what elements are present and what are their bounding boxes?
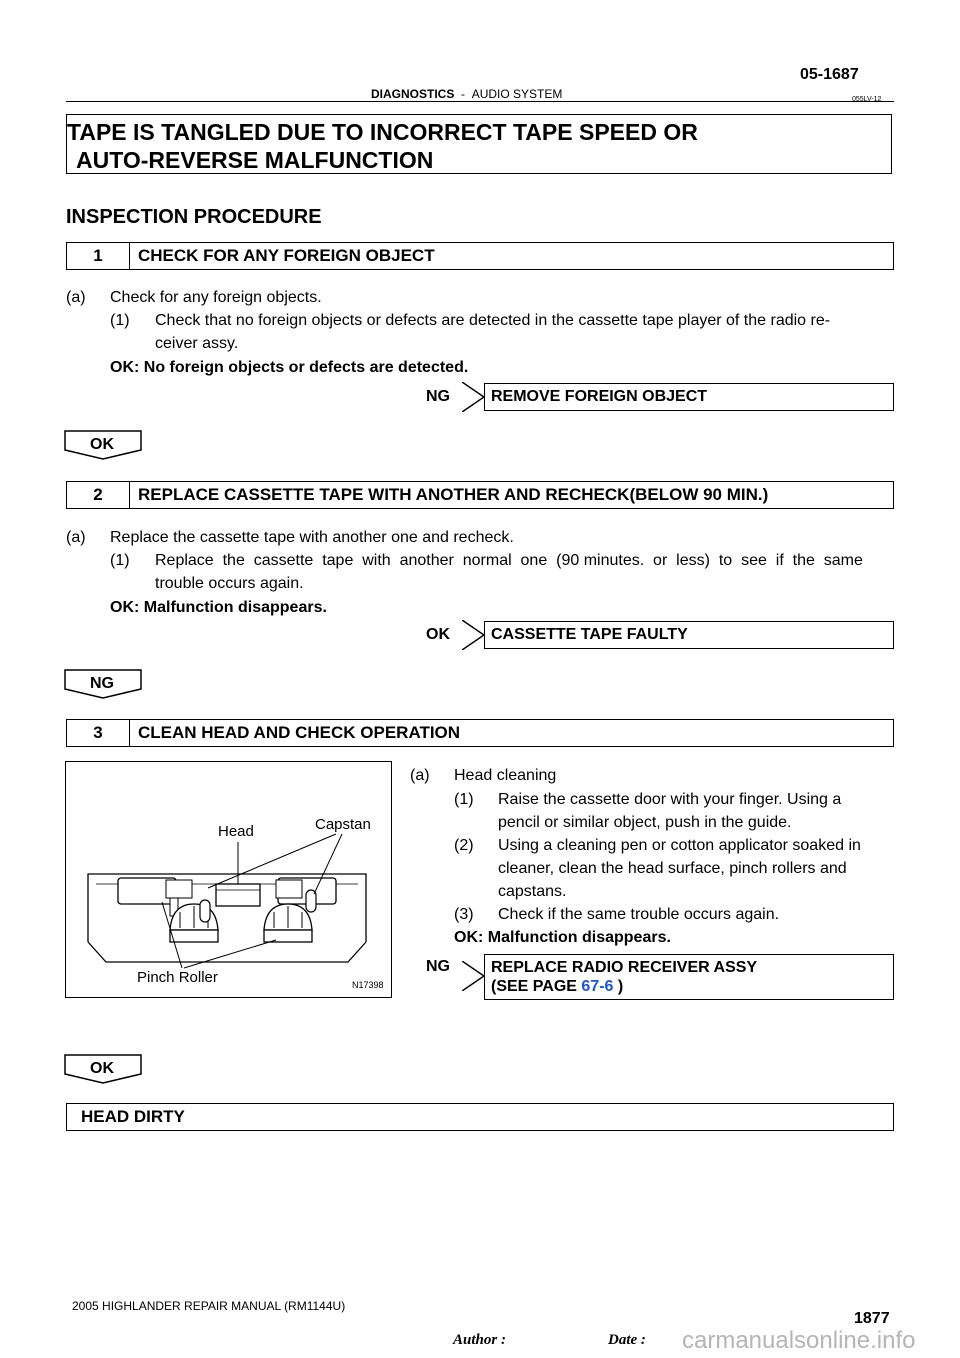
figure-id: N17398 [352, 980, 384, 990]
step-2-p1-text-2: trouble occurs again. [155, 575, 304, 592]
section-separator: - [461, 87, 466, 101]
step-1-a-text: Check for any foreign objects. [110, 289, 322, 306]
author-label: Author : [453, 1332, 506, 1348]
step-2-p1-marker: (1) [110, 552, 130, 569]
step-3-result-text-2 [491, 977, 893, 996]
step-2-next-tag-text: NG [90, 675, 114, 692]
step-3-p1-text-2: pencil or similar object, push in the guide. [498, 814, 792, 831]
step-1-box [66, 242, 894, 270]
step-3-p1-marker: (1) [454, 791, 474, 808]
step-3-next-tag [64, 1054, 142, 1084]
figure-label-head: Head [218, 823, 254, 840]
step-1-next-tag [64, 430, 142, 460]
cassette-mechanism-figure [65, 761, 392, 998]
step-3-p3-text: Check if the same trouble occurs again. [498, 906, 780, 923]
step-3-ok-criteria: OK: Malfunction disappears. [454, 929, 671, 946]
see-page-suffix: ) [613, 978, 624, 995]
step-2-next-tag [64, 669, 142, 699]
step-1-ok-criteria: OK: No foreign objects or defects are detected. [110, 359, 469, 376]
manual-footer: 2005 HIGHLANDER REPAIR MANUAL (RM1144U) [72, 1299, 346, 1313]
page-number: 1877 [854, 1310, 890, 1327]
step-3-next-tag-text: OK [90, 1060, 114, 1077]
step-3-a-text: Head cleaning [454, 767, 557, 784]
section-name: DIAGNOSTICS [371, 87, 455, 101]
step-2-a-marker: (a) [66, 529, 86, 546]
final-result-box: HEAD DIRTY [66, 1103, 894, 1131]
page-code: 05-1687 [800, 66, 859, 83]
step-3-box [66, 719, 894, 747]
step-3-p3-marker: (3) [454, 906, 474, 923]
step-3-p1-text-1: Raise the cassette door with your finger. Using a [498, 791, 842, 808]
page-link-67-6[interactable]: 67-6 [581, 978, 614, 995]
page-title [66, 114, 892, 174]
doc-code: 055LV-12 [852, 96, 882, 103]
step-3-result-box [484, 954, 894, 1000]
step-3-result-text-1: REPLACE RADIO RECEIVER ASSY [491, 959, 758, 976]
section-header [371, 87, 562, 101]
step-2-result-box: CASSETTE TAPE FAULTY [484, 621, 894, 649]
title-line-2: AUTO-REVERSE MALFUNCTION [76, 147, 434, 173]
date-label: Date : [608, 1332, 646, 1348]
step-3-p2-marker: (2) [454, 837, 474, 854]
step-2-a-text: Replace the cassette tape with another one and recheck. [110, 529, 514, 546]
step-3-a-marker: (a) [410, 767, 430, 784]
subsection-name: AUDIO SYSTEM [471, 87, 563, 101]
step-2-title: REPLACE CASSETTE TAPE WITH ANOTHER AND RECHECK(BELOW 90 MIN.) [138, 485, 769, 504]
step-1-result-arrow-icon [462, 382, 484, 412]
step-3-number: 3 [67, 720, 130, 746]
figure-label-capstan: Capstan [315, 816, 371, 833]
step-3-p2-text-1: Using a cleaning pen or cotton applicator soaked in [498, 837, 861, 854]
see-page-prefix: (SEE PAGE [491, 978, 582, 995]
step-2-ok-criteria: OK: Malfunction disappears. [110, 599, 327, 616]
step-1-result-label: NG [426, 388, 450, 405]
procedure-heading: INSPECTION PROCEDURE [66, 206, 322, 228]
step-3-result-arrow-icon [462, 961, 484, 991]
step-1-p1-text-1: Check that no foreign objects or defects are detected in the cassette tape player of the radio re- [155, 312, 831, 329]
step-1-title: CHECK FOR ANY FOREIGN OBJECT [138, 246, 435, 265]
step-3-title: CLEAN HEAD AND CHECK OPERATION [138, 723, 461, 742]
step-3-p2-text-2: cleaner, clean the head surface, pinch rollers and [498, 860, 847, 877]
step-2-result-label: OK [426, 626, 450, 643]
cassette-mechanism-illustration [66, 762, 391, 997]
step-1-p1-text-2: ceiver assy. [155, 335, 239, 352]
step-3-p2-text-3: capstans. [498, 883, 567, 900]
step-1-number: 1 [67, 243, 130, 269]
header-rule [66, 101, 894, 102]
step-1-a-marker: (a) [66, 289, 86, 306]
step-2-number: 2 [67, 482, 130, 508]
step-2-box [66, 481, 894, 509]
watermark: carmanualsonline.info [682, 1327, 916, 1354]
step-2-p1-text-1: Replace the cassette tape with another normal one (90 minutes. or less) to see if the same [155, 552, 863, 569]
step-1-next-tag-text: OK [90, 436, 114, 453]
step-1-p1-marker: (1) [110, 312, 130, 329]
step-2-result-arrow-icon [462, 620, 484, 650]
title-line-1: TAPE IS TANGLED DUE TO INCORRECT TAPE SPEED OR [67, 119, 698, 145]
step-1-result-box: REMOVE FOREIGN OBJECT [484, 383, 894, 411]
step-3-result-label: NG [426, 958, 450, 975]
figure-label-pinch-roller: Pinch Roller [137, 969, 218, 986]
